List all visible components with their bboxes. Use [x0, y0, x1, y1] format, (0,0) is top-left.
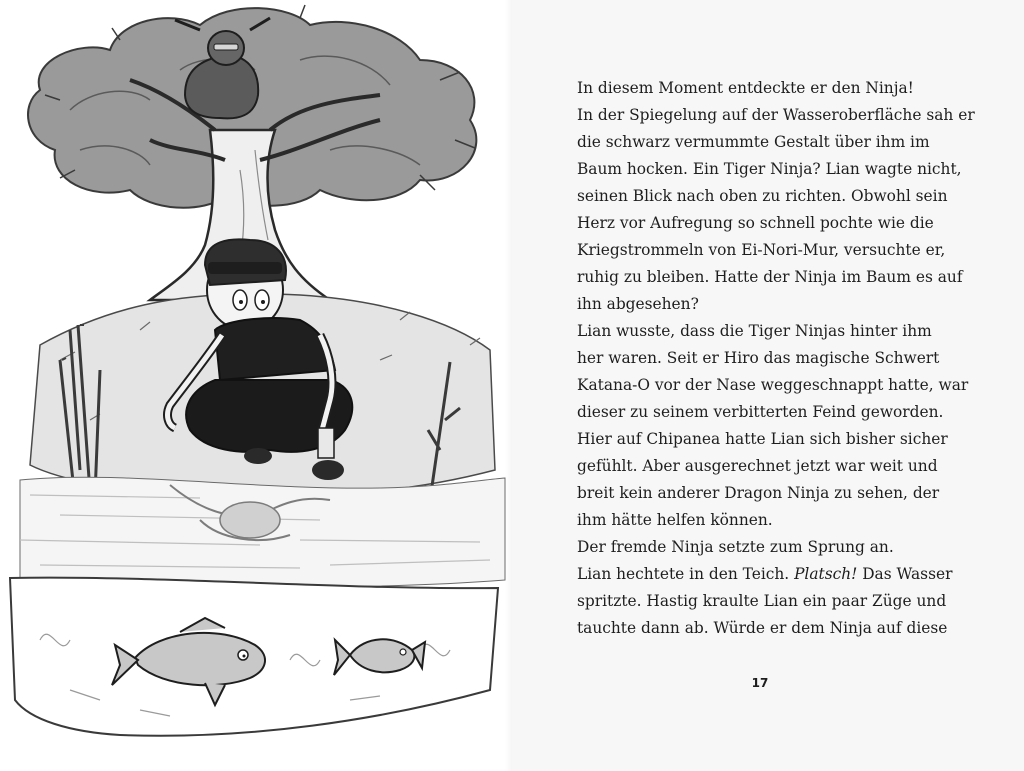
page-number: 17 [751, 676, 769, 690]
text-line: Hier auf Chipanea hatte Lian sich bisher sicher [577, 430, 948, 448]
text-line: Baum hocken. Ein Tiger Ninja? Lian wagte nicht, [577, 160, 962, 178]
text-line: ihn abgesehen? [577, 295, 699, 313]
text-line: gefühlt. Aber ausgerechnet jetzt war weit und [577, 457, 938, 475]
story-text [577, 75, 975, 642]
text-line: die schwarz vermummte Gestalt über ihm im [577, 133, 930, 151]
text-line: Der fremde Ninja setzte zum Sprung an. [577, 538, 894, 556]
text-segment: Das Wasser [857, 565, 953, 583]
italic-sound-word: Platsch! [794, 565, 858, 583]
text-line: seinen Blick nach oben zu richten. Obwohl sein [577, 187, 948, 205]
text-segment: Lian hechtete in den Teich. [577, 565, 795, 583]
text-line: In diesem Moment entdeckte er den Ninja! [577, 79, 914, 97]
text-line: tauchte dann ab. Würde er dem Ninja auf diese [577, 619, 948, 637]
text-line: ihm hätte helfen können. [577, 511, 773, 529]
text-line: breit kein anderer Dragon Ninja zu sehen, der [577, 484, 940, 502]
text-line: In der Spiegelung auf der Wasseroberfläche sah er [577, 106, 975, 124]
text-line: Herz vor Aufregung so schnell pochte wie die [577, 214, 934, 232]
text-line: Kriegstrommeln von Ei-Nori-Mur, versuchte er, [577, 241, 946, 259]
text-line: ruhig zu bleiben. Hatte der Ninja im Baum es auf [577, 268, 963, 286]
text-line-platsch [577, 561, 957, 588]
text-line: spritzte. Hastig kraulte Lian ein paar Züge und [577, 592, 947, 610]
text-line: Katana-O vor der Nase weggeschnappt hatte, war [577, 376, 969, 394]
text-line: dieser zu seinem verbitterten Feind geworden. [577, 403, 944, 421]
text-line: Lian wusste, dass die Tiger Ninjas hinter ihm [577, 322, 932, 340]
text-line: her waren. Seit er Hiro das magische Schwert [577, 349, 940, 367]
pond-water [20, 477, 505, 587]
